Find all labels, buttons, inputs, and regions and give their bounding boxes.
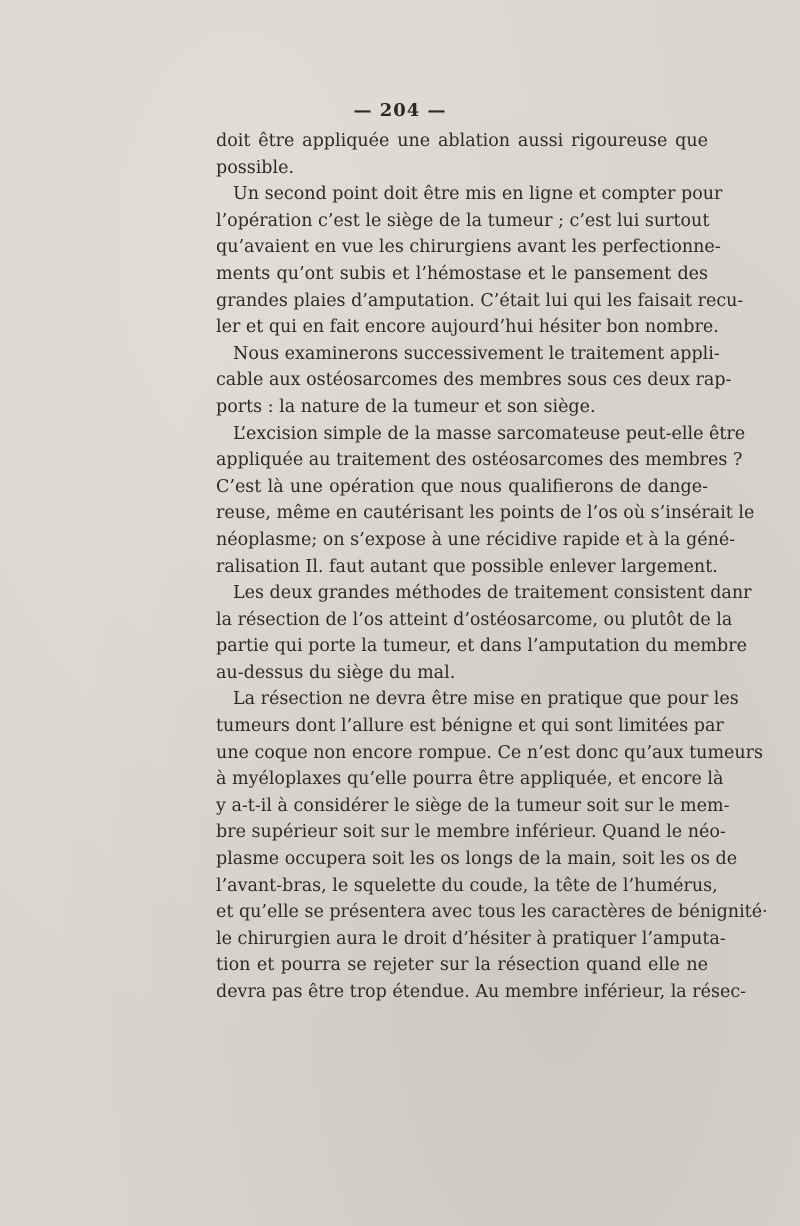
text-line: la résection de l’os atteint d’ostéosarcome, ou plutôt de la	[216, 609, 733, 630]
text-line: Les deux grandes méthodes de traitement consistent danr	[233, 583, 752, 604]
page-number: — 204 —	[353, 100, 447, 121]
text-line: ports : la nature de la tumeur et son siège.	[216, 396, 596, 417]
text-line: à myéloplaxes qu’elle pourra être appliquée, et encore là	[216, 769, 724, 790]
text-line: La résection ne devra être mise en pratique que pour les	[233, 689, 739, 710]
text-line: bre supérieur soit sur le membre inférieur. Quand le néo-	[216, 822, 726, 843]
text-line: devra pas être trop étendue. Au membre inférieur, la résec-	[216, 982, 747, 1002]
text-line: et qu’elle se présentera avec tous les caractères de bénignité·	[216, 902, 768, 923]
text-line: y a-t-il à considérer le siège de la tumeur soit sur le mem-	[216, 795, 730, 816]
text-line: ments qu’ont subis et l’hémostase et le pansement des	[216, 263, 708, 284]
text-line: tumeurs dont l’allure est bénigne et qui sont limitées par	[216, 716, 724, 737]
text-line: ralisation Il. faut autant que possible enlever largement.	[216, 556, 718, 577]
text-line: possible.	[216, 157, 295, 178]
text-line: néoplasme; on s’expose à une récidive rapide et à la géné-	[216, 529, 736, 550]
text-line: plasme occupera soit les os longs de la main, soit les os de	[216, 849, 738, 870]
body-text	[216, 128, 768, 1006]
text-line: C’est là une opération que nous qualifierons de dange-	[216, 476, 708, 497]
text-line: au-dessus du siège du mal.	[216, 662, 456, 683]
text-line: ler et qui en fait encore aujourd’hui hésiter bon nombre.	[216, 317, 719, 338]
text-line: Un second point doit être mis en ligne et compter pour	[233, 184, 723, 205]
text-line: tion et pourra se rejeter sur la résection quand elle ne	[216, 955, 708, 976]
text-line: doit être appliquée une ablation aussi rigoureuse que	[216, 131, 708, 151]
text-line: reuse, même en cautérisant les points de l’os où s’insérait le	[216, 503, 755, 524]
text-line: le chirurgien aura le droit d’hésiter à pratiquer l’amputa-	[216, 928, 726, 949]
text-line: l’opération c’est le siège de la tumeur ; c’est lui surtout	[216, 210, 710, 231]
text-line: cable aux ostéosarcomes des membres sous ces deux rap-	[216, 370, 732, 391]
text-line: une coque non encore rompue. Ce n’est donc qu’aux tumeurs	[216, 742, 764, 763]
text-line: L’excision simple de la masse sarcomateuse peut-elle être	[233, 423, 746, 444]
text-line: l’avant-bras, le squelette du coude, la tête de l’humérus,	[216, 875, 718, 896]
text-line: grandes plaies d’amputation. C’était lui qui les faisait recu-	[216, 290, 744, 311]
text-line: partie qui porte la tumeur, et dans l’amputation du membre	[216, 636, 747, 657]
text-line: Nous examinerons successivement le traitement appli-	[233, 343, 720, 364]
text-line: appliquée au traitement des ostéosarcomes des membres ?	[216, 450, 743, 471]
text-line: qu’avaient en vue les chirurgiens avant les perfectionne-	[216, 237, 721, 258]
